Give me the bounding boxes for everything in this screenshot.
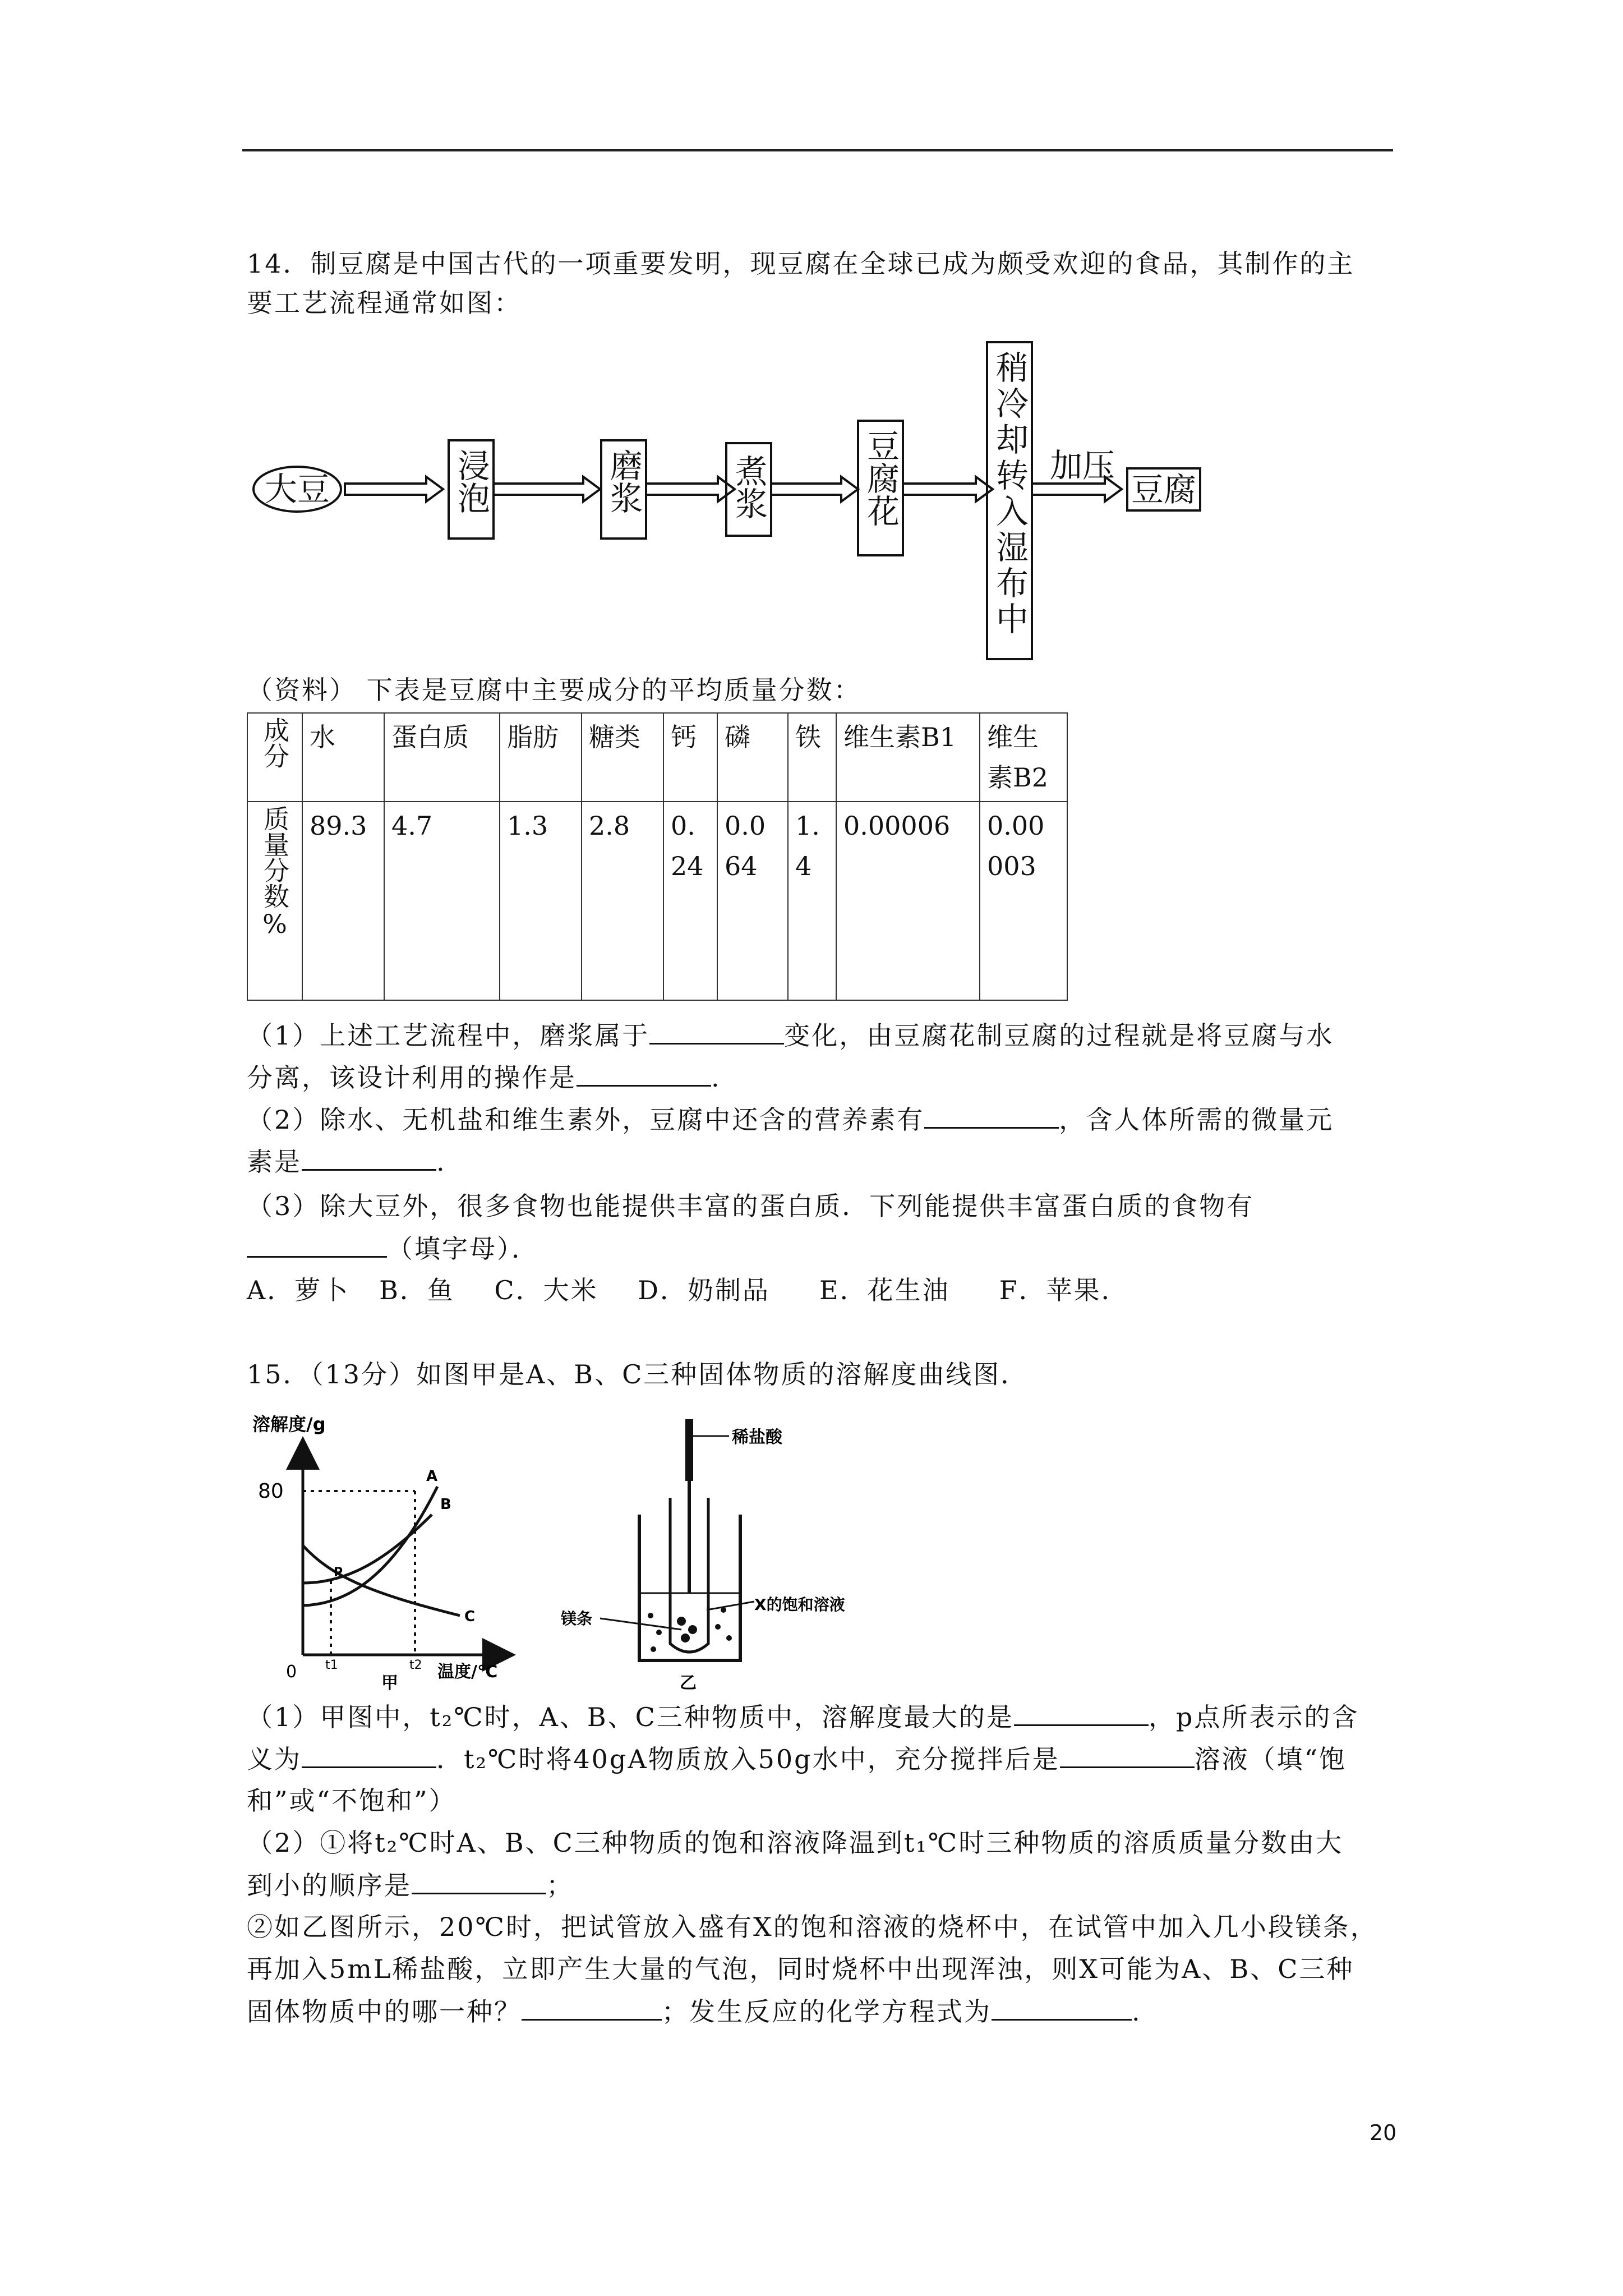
q15-sub2-line4: 再加入5mL稀盐酸，立即产生大量的气泡，同时烧杯中出现浑浊，则X可能为A、B、C三种: [247, 1954, 1354, 1984]
q15-sub2-line3: ②如乙图所示，20℃时，把试管放入盛有X的饱和溶液的烧杯中，在试管中加入几小段镁条，: [247, 1912, 1378, 1942]
flow-arrow-5: [903, 477, 993, 501]
answer-blank[interactable]: [924, 1102, 1059, 1129]
q15-sub1-text-a: （1）甲图中，t₂℃时，A、B、C三种物质中，溶解度最大的是: [247, 1702, 1014, 1732]
answer-blank[interactable]: [1014, 1700, 1149, 1726]
flow-step-cool: 稍冷却转入湿布中: [990, 351, 1029, 638]
table-cell: 脂肪: [500, 713, 582, 802]
precipitate-dots: [648, 1607, 732, 1652]
answer-blank[interactable]: [412, 1868, 546, 1894]
q14-sub1-line2: 分离，该设计利用的操作是 .: [247, 1060, 721, 1094]
q15-sub2-text-f: ；发生反应的化学方程式为: [662, 1996, 992, 2027]
q15-sub2-text-e: 固体物质中的哪一种？: [247, 1996, 522, 2027]
flow-arrow-3: [646, 477, 735, 501]
table-cell: 4.7: [384, 802, 500, 1000]
answer-blank[interactable]: [247, 1231, 387, 1258]
x-tick-t2: t2: [409, 1658, 422, 1672]
q15-title: 15．（13分）如图甲是A、B、C三种固体物质的溶解度曲线图．: [247, 1359, 1029, 1389]
q15-sub1-line3: 和”或“不饱和”）: [247, 1786, 457, 1816]
q14-sub1-line1: [247, 1018, 1334, 1052]
curve-A-label: A: [426, 1468, 438, 1485]
flow-press-label: 加压: [1050, 447, 1115, 485]
table-row-header: 质量分数%: [260, 806, 290, 939]
origin-label: 0: [286, 1662, 297, 1682]
table-cell: 89.3: [302, 802, 384, 1000]
q14-sub1-text-a: （1）上述工艺流程中，磨浆属于: [247, 1020, 650, 1051]
q15-sub1-text-c: 义为: [247, 1744, 302, 1774]
curve-C-label: C: [464, 1608, 476, 1625]
q15-sub2-line2: 到小的顺序是 ；: [247, 1868, 574, 1902]
q14-sub1-text-c: 分离，该设计利用的操作是: [247, 1062, 577, 1093]
table-row: [247, 802, 1067, 1000]
table-cell: 维生素B1: [836, 713, 980, 802]
acid-label: 稀盐酸: [732, 1428, 782, 1447]
table-cell: 钙: [663, 713, 717, 802]
table-cell: 0.24: [663, 802, 717, 1000]
q14-line1: 14．制豆腐是中国古代的一项重要发明，现豆腐在全球已成为颇受欢迎的食品，其制作的主: [247, 249, 1355, 279]
y-axis-label: 溶解度/g: [252, 1414, 326, 1435]
table-cell: 0.064: [717, 802, 788, 1000]
q15-sub1-text-d: ．t₂℃时将40gA物质放入50g水中，充分搅拌后是: [436, 1744, 1060, 1774]
nutrition-table: [247, 712, 1068, 1001]
y-tick-80: 80: [258, 1480, 284, 1503]
q14-sub3-text-b: （填字母）．: [387, 1234, 539, 1264]
table-cell: 0.00003: [980, 802, 1067, 1000]
q15-sub1-line1: [247, 1700, 1359, 1734]
answer-blank[interactable]: [302, 1742, 436, 1768]
q14-sub2-line2: 素是 .: [247, 1144, 446, 1179]
q15-sub1-text-e: 溶液（填“饱: [1194, 1744, 1347, 1774]
flow-arrow-1: [345, 477, 443, 501]
answer-blank[interactable]: [302, 1144, 436, 1171]
q14-sub3-line2: [247, 1231, 539, 1266]
figure-caption-yi: 乙: [680, 1673, 697, 1693]
curve-B: [303, 1515, 432, 1583]
x-axis-label: 温度/℃: [437, 1662, 498, 1682]
table-cell: 2.8: [582, 802, 663, 1000]
table-cell: 1.3: [500, 802, 582, 1000]
process-flow-diagram: [247, 337, 1256, 662]
answer-blank[interactable]: [992, 1994, 1132, 2021]
beaker-apparatus-figure: [561, 1408, 920, 1700]
header-rule: [242, 149, 1393, 151]
flow-end-label: 豆腐: [1131, 471, 1197, 509]
table-cell: 铁: [788, 713, 836, 802]
q15-sub2-line5: 固体物质中的哪一种？ ；发生反应的化学方程式为 .: [247, 1994, 1142, 2028]
q15-sub1-line2: [247, 1742, 1347, 1776]
solution-label: X的饱和溶液: [754, 1595, 845, 1614]
q14-sub1-text-b: 变化，由豆腐花制豆腐的过程就是将豆腐与水: [784, 1020, 1334, 1051]
dropper-bulb: [685, 1419, 693, 1481]
solubility-curve-figure: [247, 1408, 538, 1700]
q14-sub3-line1: （3）除大豆外，很多食物也能提供丰富的蛋白质．下列能提供丰富蛋白质的食物有: [247, 1191, 1255, 1221]
flow-step-grind: 磨浆: [605, 449, 643, 514]
table-cell: 1.4: [788, 802, 836, 1000]
q14-sub2-text-b: ，含人体所需的微量元: [1059, 1105, 1334, 1135]
q14-sub2-text-c: 素是: [247, 1147, 302, 1177]
figure-caption-jia: 甲: [381, 1673, 398, 1693]
curve-B-label: B: [440, 1496, 451, 1513]
table-cell: 水: [302, 713, 384, 802]
q15-sub2-text-b: 到小的顺序是: [247, 1870, 412, 1901]
x-tick-t1: t1: [325, 1658, 338, 1672]
flow-arrow-2: [494, 477, 600, 501]
table-cell: 糖类: [582, 713, 663, 802]
answer-blank[interactable]: [577, 1060, 711, 1087]
solution-leader-line: [707, 1602, 754, 1610]
flow-step-tofu-flower: 豆腐花: [861, 429, 900, 527]
point-P-label: P: [334, 1566, 343, 1580]
table-cell: 蛋白质: [384, 713, 500, 802]
table-header-ingredient: 成分: [260, 717, 290, 769]
q15-sub2-line1: （2）①将t₂℃时A、B、C三种物质的饱和溶液降温到t₁℃时三种物质的溶质质量分数由大: [247, 1828, 1344, 1858]
q14-sub2-line1: [247, 1102, 1334, 1137]
q14-line2: 要工艺流程通常如图：: [247, 288, 522, 318]
mg-label: 镁条: [561, 1609, 593, 1628]
q14-options: A．萝卜 B．鱼 C．大米 D．奶制品 E．花生油 F．苹果．: [247, 1275, 1129, 1305]
flow-step-boil: 煮浆: [730, 454, 768, 519]
page-number: 20: [1370, 2120, 1397, 2145]
table-row: [247, 713, 1067, 802]
q14-sub2-text-a: （2）除水、无机盐和维生素外，豆腐中还含的营养素有: [247, 1105, 925, 1135]
answer-blank[interactable]: [649, 1018, 784, 1045]
table-cell: 磷: [717, 713, 788, 802]
flow-arrow-4: [771, 477, 858, 501]
answer-blank[interactable]: [522, 1994, 662, 2021]
flow-step-soak: 浸泡: [452, 449, 490, 514]
table-intro: （资料） 下表是豆腐中主要成分的平均质量分数：: [247, 675, 861, 705]
table-cell: 0.00006: [836, 802, 980, 1000]
table-cell: 维生素B2: [980, 713, 1067, 802]
q15-sub1-text-b: ，p点所表示的含: [1148, 1702, 1359, 1732]
flow-start-label: 大豆: [264, 470, 330, 508]
answer-blank[interactable]: [1060, 1742, 1195, 1768]
